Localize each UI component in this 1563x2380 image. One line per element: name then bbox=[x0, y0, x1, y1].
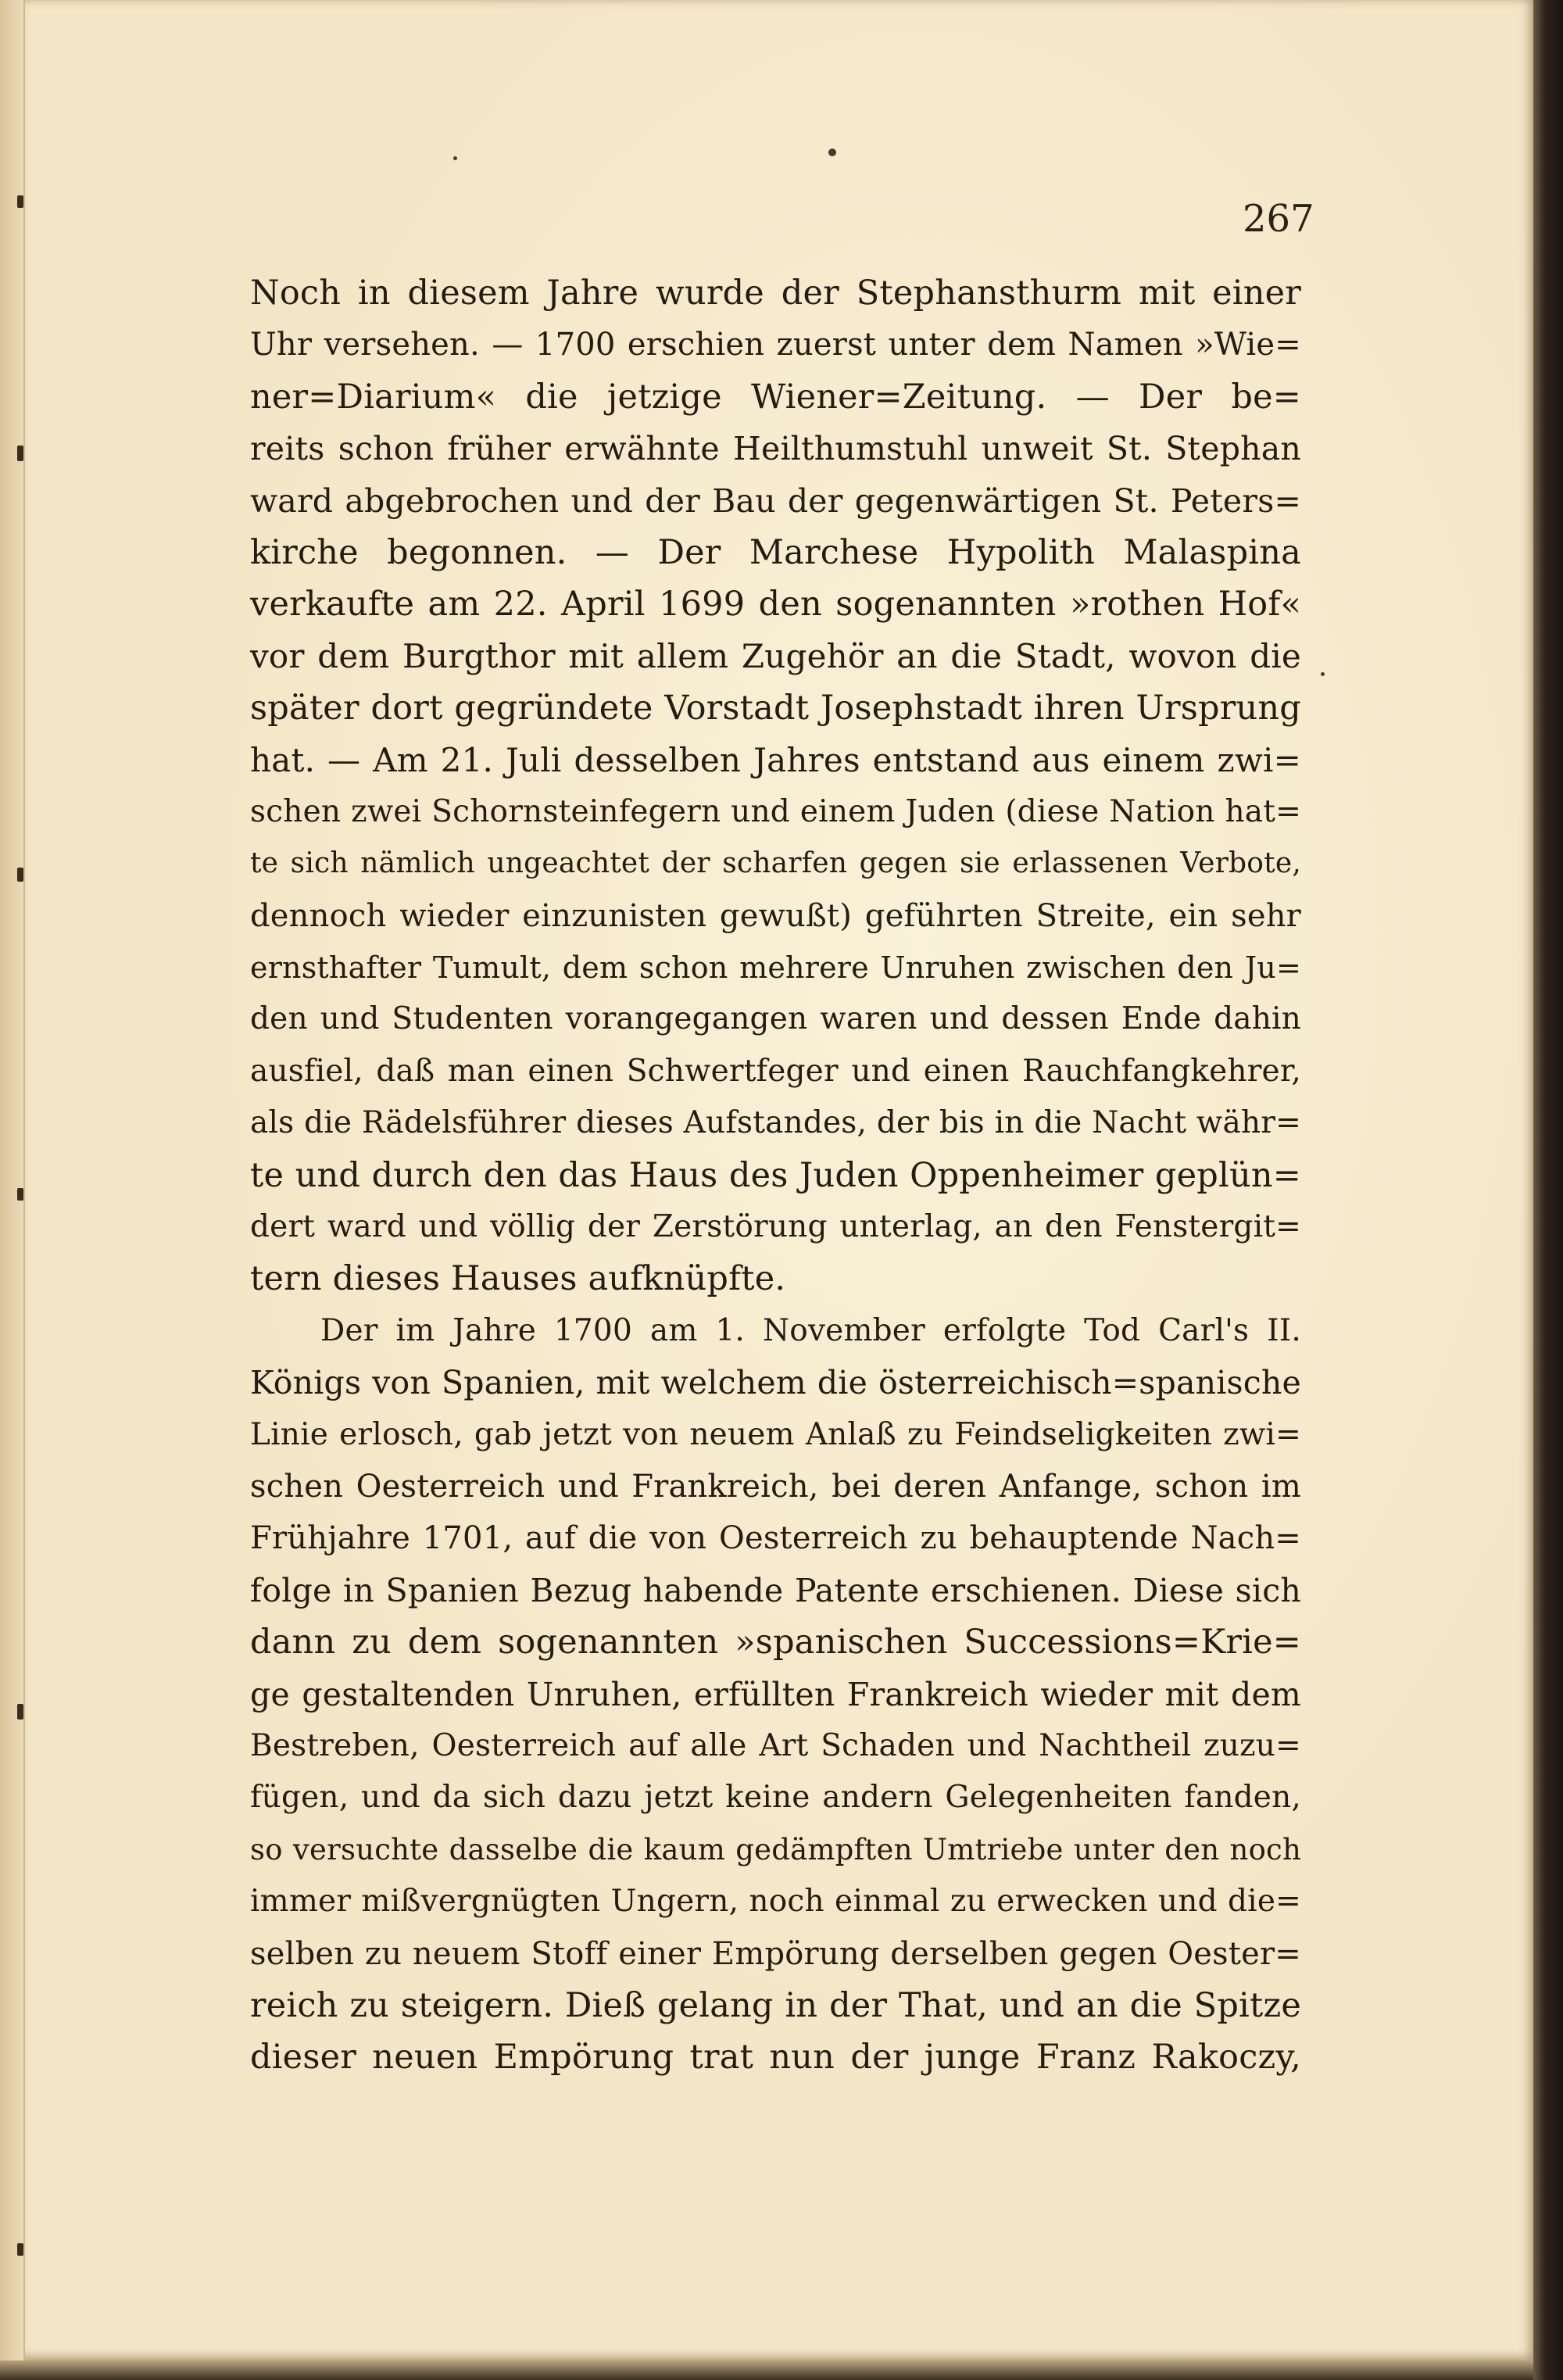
text-line-25: Frühjahre 1701, auf die von Oesterreich zu behauptende Nach= bbox=[250, 1520, 1301, 1557]
text-line-15: den und Studenten vorangegangen waren und dessen Ende dahin bbox=[250, 1001, 1301, 1037]
ink-speck bbox=[1321, 672, 1325, 676]
text-line-4: reits schon früher erwähnte Heilthumstuhl unweit St. Stephan bbox=[250, 430, 1301, 468]
binding-mark bbox=[17, 1188, 23, 1201]
binding-mark bbox=[17, 868, 23, 882]
text-line-34: reich zu steigern. Dieß gelang in der That, und an die Spitze bbox=[250, 1985, 1301, 2025]
body-text bbox=[250, 267, 1301, 2084]
page-binding-edge bbox=[0, 0, 25, 2360]
text-line-30: fügen, und da sich dazu jetzt keine andern Gelegenheiten fanden, bbox=[250, 1780, 1301, 1816]
text-line-11: schen zwei Schornsteinfegern und einem Juden (diese Nation hat= bbox=[250, 793, 1301, 829]
binding-mark bbox=[17, 446, 23, 461]
text-line-29: Bestreben, Oesterreich auf alle Art Schaden und Nachtheil zuzu= bbox=[250, 1727, 1301, 1763]
scan-bottom-edge bbox=[0, 2360, 1533, 2380]
text-line-6: kirche begonnen. — Der Marchese Hypolith Malaspina bbox=[250, 532, 1301, 572]
text-line-32: immer mißvergnügten Ungern, noch einmal zu erwecken und die= bbox=[250, 1884, 1301, 1920]
text-line-8: vor dem Burgthor mit allem Zugehör an die Stadt, wovon die bbox=[250, 636, 1301, 675]
text-line-24: schen Oesterreich und Frankreich, bei deren Anfange, schon im bbox=[250, 1468, 1301, 1505]
text-line-17: als die Rädelsführer dieses Aufstandes, der bis in die Nacht währ= bbox=[250, 1105, 1301, 1141]
text-line-21: Der im Jahre 1700 am 1. November erfolgte Tod Carl's II. bbox=[320, 1312, 1301, 1348]
text-line-7: verkaufte am 22. April 1699 den sogenannten »rothen Hof« bbox=[250, 585, 1301, 625]
text-line-5: ward abgebrochen und der Bau der gegenwärtigen St. Peters= bbox=[250, 481, 1301, 520]
text-line-2: Uhr versehen. — 1700 erschien zuerst unter dem Namen »Wie= bbox=[250, 327, 1301, 363]
text-line-3: ner=Diarium« die jetzige Wiener=Zeitung. — Der be= bbox=[250, 377, 1301, 417]
binding-mark bbox=[17, 195, 23, 208]
text-line-31: so versuchte dasselbe die kaum gedämpften Umtriebe unter den noch bbox=[250, 1832, 1301, 1866]
ink-speck bbox=[453, 156, 457, 160]
page-number: 267 bbox=[1243, 197, 1314, 241]
text-line-13: dennoch wieder einzunisten gewußt) geführten Streite, ein sehr bbox=[250, 897, 1301, 934]
text-line-9: später dort gegründete Vorstadt Josephstadt ihren Ursprung bbox=[250, 689, 1301, 728]
ink-speck bbox=[828, 149, 836, 156]
text-line-28: ge gestaltenden Unruhen, erfüllten Frankreich wieder mit dem bbox=[250, 1675, 1301, 1713]
text-line-35: dieser neuen Empörung trat nun der junge Franz Rakoczy, bbox=[250, 2038, 1301, 2078]
text-line-27: dann zu dem sogenannten »spanischen Successions=Krie= bbox=[250, 1623, 1301, 1662]
text-line-12: te sich nämlich ungeachtet der scharfen gegen sie erlassenen Verbote, bbox=[250, 847, 1301, 880]
binding-mark bbox=[17, 2243, 23, 2256]
text-line-26: folge in Spanien Bezug habende Patente erschienen. Diese sich bbox=[250, 1571, 1301, 1609]
text-line-19: dert ward und völlig der Zerstörung unterlag, an den Fenstergit= bbox=[250, 1209, 1301, 1245]
text-line-20: tern dieses Hauses aufknüpfte. bbox=[250, 1259, 786, 1299]
text-line-23: Linie erlosch, gab jetzt von neuem Anlaß zu Feindseligkeiten zwi= bbox=[250, 1416, 1301, 1452]
scan-right-edge bbox=[1533, 0, 1563, 2380]
text-line-14: ernsthafter Tumult, dem schon mehrere Unruhen zwischen den Ju= bbox=[250, 950, 1301, 986]
text-line-33: selben zu neuem Stoff einer Empörung derselben gegen Oester= bbox=[250, 1935, 1301, 1972]
text-line-10: hat. — Am 21. Juli desselben Jahres entstand aus einem zwi= bbox=[250, 740, 1301, 779]
text-line-1: Noch in diesem Jahre wurde der Stephansthurm mit einer bbox=[250, 274, 1301, 313]
text-line-18: te und durch den das Haus des Juden Oppenheimer geplün= bbox=[250, 1155, 1301, 1195]
binding-mark bbox=[17, 1704, 23, 1720]
text-line-22: Königs von Spanien, mit welchem die österreichisch=spanische bbox=[250, 1364, 1301, 1402]
text-line-16: ausfiel, daß man einen Schwertfeger und einen Rauchfangkehrer, bbox=[250, 1053, 1301, 1089]
